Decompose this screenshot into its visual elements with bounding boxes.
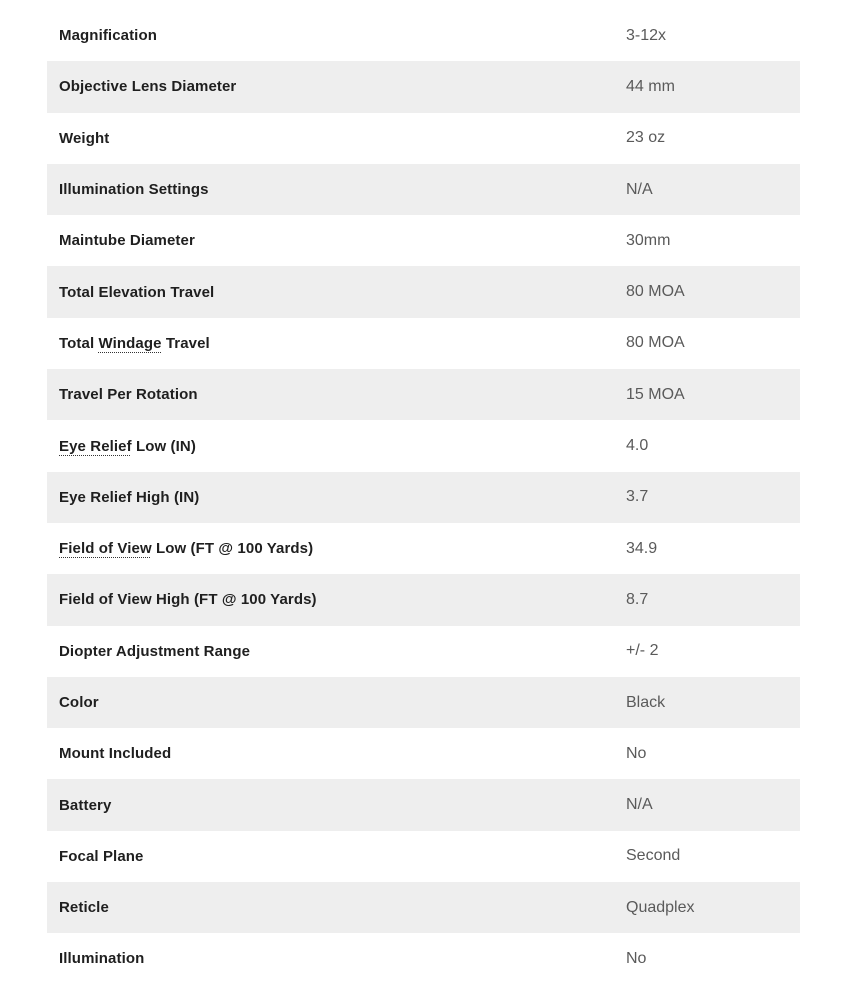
spec-row-focal-plane xyxy=(47,831,800,882)
spec-label xyxy=(47,335,614,352)
spec-value: 23 oz xyxy=(626,129,666,147)
glossary-term-link[interactable]: Eye Relief xyxy=(59,437,132,455)
spec-label: Color xyxy=(59,694,99,711)
spec-value: 3-12x xyxy=(626,26,667,44)
spec-value: No xyxy=(626,949,647,967)
spec-label: Total Elevation Travel xyxy=(59,283,215,301)
spec-value: 30mm xyxy=(626,231,671,249)
spec-row-total-windage-travel xyxy=(47,318,800,369)
spec-label xyxy=(47,438,614,455)
spec-row-field-of-view-high xyxy=(47,574,800,625)
spec-row-color xyxy=(47,677,800,728)
spec-label: Diopter Adjustment Range xyxy=(59,642,251,660)
spec-value: 4.0 xyxy=(626,437,649,455)
spec-value: 34.9 xyxy=(626,539,658,557)
spec-row-diopter-adjustment-range xyxy=(47,626,800,677)
spec-table xyxy=(47,10,800,985)
spec-label xyxy=(47,540,614,557)
spec-label: Travel Per Rotation xyxy=(59,386,198,404)
spec-value: N/A xyxy=(626,796,653,814)
spec-label-suffix: Travel xyxy=(161,334,210,352)
spec-label: Illumination xyxy=(59,950,145,968)
spec-row-travel-per-rotation xyxy=(47,369,800,420)
spec-row-field-of-view-low xyxy=(47,523,800,574)
spec-row-eye-relief-high xyxy=(47,472,800,523)
spec-value: 3.7 xyxy=(626,488,649,506)
spec-label: Battery xyxy=(59,796,112,814)
spec-value: Quadplex xyxy=(626,898,695,916)
spec-value: Black xyxy=(626,693,666,711)
spec-row-magnification xyxy=(47,10,800,61)
spec-label: Mount Included xyxy=(59,745,172,763)
spec-row-battery xyxy=(47,779,800,830)
spec-label: Magnification xyxy=(59,27,157,45)
spec-label-suffix: Low (IN) xyxy=(131,437,196,455)
spec-label: Illumination Settings xyxy=(59,181,209,199)
spec-value: +/- 2 xyxy=(626,642,659,660)
spec-label: Reticle xyxy=(59,899,109,917)
spec-value: 44 mm xyxy=(626,77,675,95)
spec-label: Eye Relief High (IN) xyxy=(59,488,200,506)
spec-value: N/A xyxy=(626,180,653,198)
spec-row-mount-included xyxy=(47,728,800,779)
spec-label: Focal Plane xyxy=(59,847,144,865)
spec-row-illumination xyxy=(47,933,800,984)
spec-value: Second xyxy=(626,847,681,865)
spec-row-weight xyxy=(47,113,800,164)
spec-label: Weight xyxy=(59,129,110,147)
spec-row-eye-relief-low xyxy=(47,420,800,471)
spec-value: 8.7 xyxy=(626,590,649,608)
spec-row-total-elevation-travel xyxy=(47,266,800,317)
spec-value: 80 MOA xyxy=(626,283,685,301)
spec-value: 15 MOA xyxy=(626,385,685,403)
spec-row-maintube-diameter xyxy=(47,215,800,266)
spec-label-suffix: Low (FT @ 100 Yards) xyxy=(151,540,314,558)
spec-label: Field of View High (FT @ 100 Yards) xyxy=(59,591,317,609)
spec-row-illumination-settings xyxy=(47,164,800,215)
spec-value: 80 MOA xyxy=(626,334,685,352)
spec-row-reticle xyxy=(47,882,800,933)
spec-row-objective-lens-diameter xyxy=(47,61,800,112)
spec-label: Objective Lens Diameter xyxy=(59,78,237,96)
glossary-term-link[interactable]: Field of View xyxy=(59,540,152,558)
glossary-term-link[interactable]: Windage xyxy=(98,334,162,352)
spec-label: Maintube Diameter xyxy=(59,232,195,250)
spec-value: No xyxy=(626,744,647,762)
spec-label-prefix: Total xyxy=(59,334,99,352)
